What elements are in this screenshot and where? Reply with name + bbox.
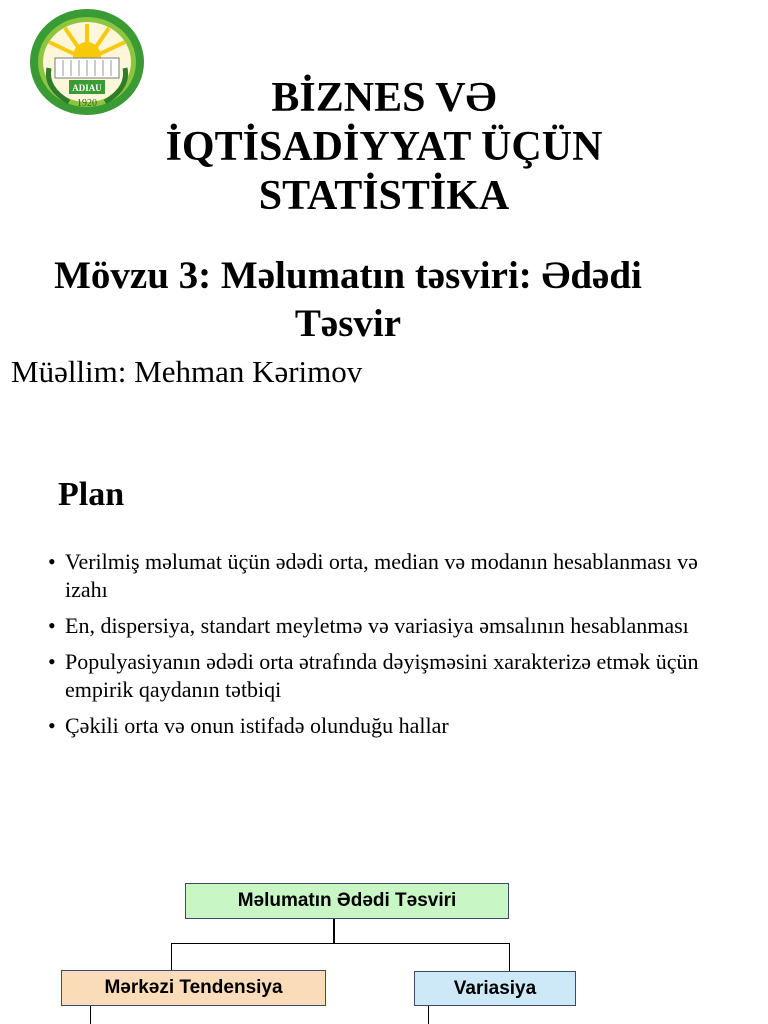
presentation-title [120, 74, 648, 221]
title-line: BİZNES VƏ [271, 75, 497, 121]
diagram-central-tendency-box: Mərkəzi Tendensiya [61, 970, 326, 1006]
diagram-variance-box: Variasiya [414, 971, 576, 1006]
title-line: İQTİSADİYYAT ÜÇÜN [165, 124, 603, 170]
connector-line [90, 1006, 91, 1024]
connector-line [171, 943, 510, 944]
bullet-icon: • [48, 613, 56, 638]
bullet-icon: • [48, 649, 56, 674]
plan-heading: Plan [58, 476, 125, 513]
plan-list [48, 548, 738, 748]
connector-line [333, 919, 335, 943]
plan-item-text: Populyasiyanın ədədi orta ətrafında dəyişməsini xarakterizə etmək üçün empirik qaydanın tətbiqi [65, 649, 699, 702]
plan-item-text: En, dispersiya, standart meyletmə və variasiya əmsalının hesablanması [65, 613, 689, 638]
topic-line: Mövzu 3: Məlumatın təsviri: Ədədi [54, 254, 642, 297]
plan-item [48, 548, 738, 604]
bullet-icon: • [48, 713, 56, 738]
plan-item-text: Çəkili orta və onun istifadə olunduğu hallar [65, 713, 449, 738]
bullet-icon: • [48, 549, 56, 574]
topic-heading [0, 252, 696, 348]
plan-item [48, 612, 738, 640]
logo-year: 1920 [77, 98, 97, 109]
plan-item [48, 712, 738, 740]
hierarchy-diagram [0, 870, 768, 1024]
connector-line [509, 943, 510, 971]
logo-monogram: ADIAU [72, 83, 102, 93]
diagram-root-box: Məlumatın Ədədi Təsviri [185, 883, 509, 919]
connector-line [428, 1006, 429, 1024]
plan-item [48, 648, 738, 704]
title-line: STATİSTİKA [258, 173, 510, 219]
teacher-name: Müəllim: Mehman Kərimov [11, 354, 363, 389]
connector-line [171, 943, 172, 970]
topic-line: Təsvir [294, 302, 402, 345]
plan-item-text: Verilmiş məlumat üçün ədədi orta, median və modanın hesablanması və izahı [65, 549, 698, 602]
